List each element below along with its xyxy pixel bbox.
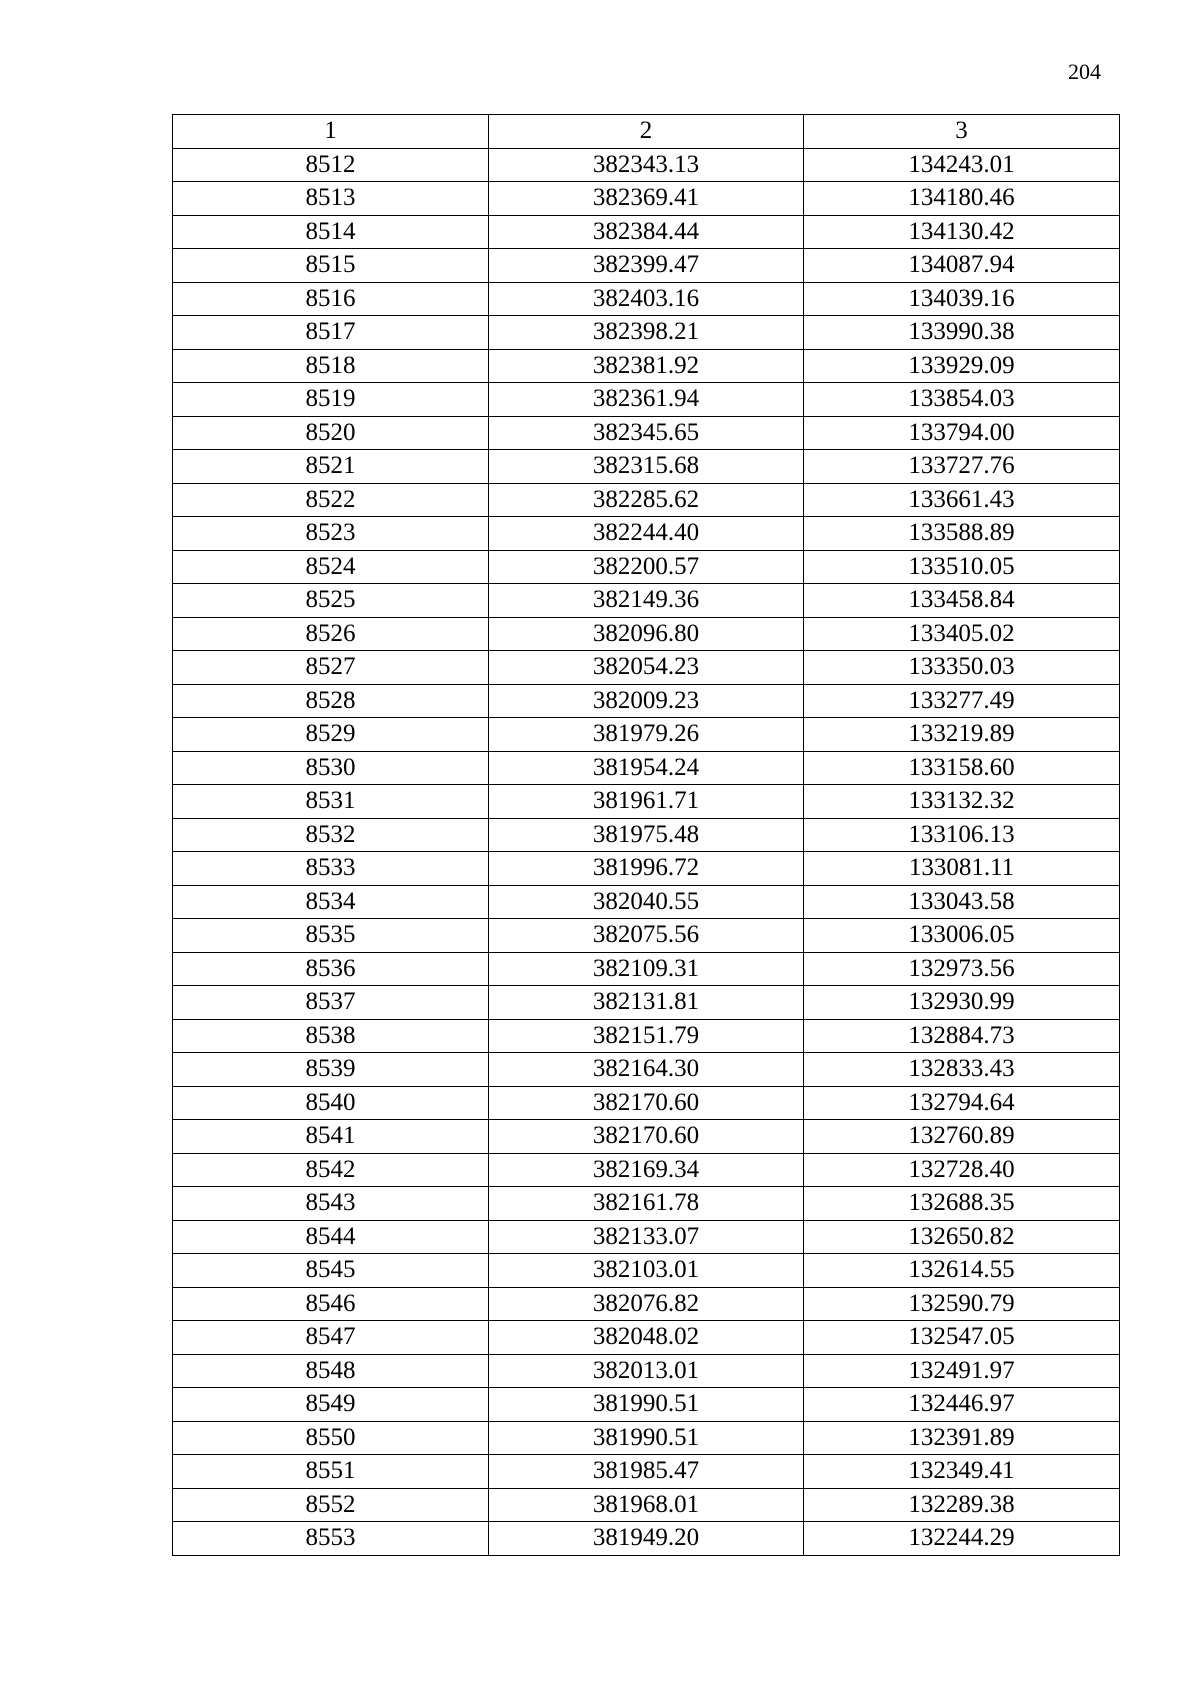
point-number-cell: 8523 xyxy=(173,517,489,551)
x-coordinate-cell: 381979.26 xyxy=(489,718,804,752)
table-row xyxy=(173,885,1120,919)
point-number-cell: 8530 xyxy=(173,751,489,785)
table-row xyxy=(173,1254,1120,1288)
point-number-cell: 8539 xyxy=(173,1053,489,1087)
point-number-cell: 8546 xyxy=(173,1287,489,1321)
y-coordinate-cell: 133043.58 xyxy=(804,885,1120,919)
point-number-cell: 8521 xyxy=(173,450,489,484)
point-number-cell: 8529 xyxy=(173,718,489,752)
y-coordinate-cell: 133458.84 xyxy=(804,584,1120,618)
x-coordinate-cell: 382343.13 xyxy=(489,148,804,182)
x-coordinate-cell: 382048.02 xyxy=(489,1321,804,1355)
table-row xyxy=(173,1120,1120,1154)
x-coordinate-cell: 382109.31 xyxy=(489,952,804,986)
x-coordinate-cell: 382164.30 xyxy=(489,1053,804,1087)
table-row xyxy=(173,1287,1120,1321)
x-coordinate-cell: 382369.41 xyxy=(489,182,804,216)
x-coordinate-cell: 382399.47 xyxy=(489,249,804,283)
y-coordinate-cell: 132491.97 xyxy=(804,1354,1120,1388)
x-coordinate-cell: 382403.16 xyxy=(489,282,804,316)
table-row xyxy=(173,483,1120,517)
y-coordinate-cell: 133661.43 xyxy=(804,483,1120,517)
table-row xyxy=(173,785,1120,819)
point-number-cell: 8516 xyxy=(173,282,489,316)
point-number-cell: 8527 xyxy=(173,651,489,685)
point-number-cell: 8515 xyxy=(173,249,489,283)
table-row xyxy=(173,249,1120,283)
table-row xyxy=(173,1153,1120,1187)
y-coordinate-cell: 132590.79 xyxy=(804,1287,1120,1321)
x-coordinate-cell: 382170.60 xyxy=(489,1120,804,1154)
point-number-cell: 8532 xyxy=(173,818,489,852)
y-coordinate-cell: 133510.05 xyxy=(804,550,1120,584)
table-row xyxy=(173,383,1120,417)
y-coordinate-cell: 132289.38 xyxy=(804,1488,1120,1522)
point-number-cell: 8542 xyxy=(173,1153,489,1187)
point-number-cell: 8541 xyxy=(173,1120,489,1154)
point-number-cell: 8537 xyxy=(173,986,489,1020)
table-row xyxy=(173,1455,1120,1489)
x-coordinate-cell: 381954.24 xyxy=(489,751,804,785)
table-row xyxy=(173,349,1120,383)
x-coordinate-cell: 382170.60 xyxy=(489,1086,804,1120)
table-row xyxy=(173,852,1120,886)
x-coordinate-cell: 382315.68 xyxy=(489,450,804,484)
x-coordinate-cell: 382345.65 xyxy=(489,416,804,450)
point-number-cell: 8531 xyxy=(173,785,489,819)
table-row xyxy=(173,182,1120,216)
y-coordinate-cell: 133405.02 xyxy=(804,617,1120,651)
column-header-1: 1 xyxy=(173,115,489,149)
table-row xyxy=(173,617,1120,651)
y-coordinate-cell: 132244.29 xyxy=(804,1522,1120,1556)
point-number-cell: 8518 xyxy=(173,349,489,383)
point-number-cell: 8543 xyxy=(173,1187,489,1221)
point-number-cell: 8524 xyxy=(173,550,489,584)
x-coordinate-cell: 382013.01 xyxy=(489,1354,804,1388)
y-coordinate-cell: 132391.89 xyxy=(804,1421,1120,1455)
table-row xyxy=(173,282,1120,316)
y-coordinate-cell: 132973.56 xyxy=(804,952,1120,986)
x-coordinate-cell: 382149.36 xyxy=(489,584,804,618)
x-coordinate-cell: 382096.80 xyxy=(489,617,804,651)
x-coordinate-cell: 381990.51 xyxy=(489,1421,804,1455)
y-coordinate-cell: 133081.11 xyxy=(804,852,1120,886)
y-coordinate-cell: 134243.01 xyxy=(804,148,1120,182)
table-row xyxy=(173,952,1120,986)
x-coordinate-cell: 382009.23 xyxy=(489,684,804,718)
table-row xyxy=(173,584,1120,618)
y-coordinate-cell: 132446.97 xyxy=(804,1388,1120,1422)
y-coordinate-cell: 132884.73 xyxy=(804,1019,1120,1053)
x-coordinate-cell: 382161.78 xyxy=(489,1187,804,1221)
x-coordinate-cell: 382200.57 xyxy=(489,550,804,584)
point-number-cell: 8528 xyxy=(173,684,489,718)
y-coordinate-cell: 133727.76 xyxy=(804,450,1120,484)
y-coordinate-cell: 133794.00 xyxy=(804,416,1120,450)
y-coordinate-cell: 132794.64 xyxy=(804,1086,1120,1120)
x-coordinate-cell: 382398.21 xyxy=(489,316,804,350)
table-row xyxy=(173,450,1120,484)
table-row xyxy=(173,550,1120,584)
table-row xyxy=(173,986,1120,1020)
table-header-row xyxy=(173,115,1120,149)
x-coordinate-cell: 382151.79 xyxy=(489,1019,804,1053)
x-coordinate-cell: 382381.92 xyxy=(489,349,804,383)
x-coordinate-cell: 382040.55 xyxy=(489,885,804,919)
table-row xyxy=(173,1019,1120,1053)
point-number-cell: 8538 xyxy=(173,1019,489,1053)
y-coordinate-cell: 133277.49 xyxy=(804,684,1120,718)
point-number-cell: 8550 xyxy=(173,1421,489,1455)
point-number-cell: 8540 xyxy=(173,1086,489,1120)
table-row xyxy=(173,1321,1120,1355)
y-coordinate-cell: 133854.03 xyxy=(804,383,1120,417)
table-row xyxy=(173,215,1120,249)
x-coordinate-cell: 382103.01 xyxy=(489,1254,804,1288)
y-coordinate-cell: 132833.43 xyxy=(804,1053,1120,1087)
x-coordinate-cell: 381949.20 xyxy=(489,1522,804,1556)
y-coordinate-cell: 133350.03 xyxy=(804,651,1120,685)
y-coordinate-cell: 134180.46 xyxy=(804,182,1120,216)
table-row xyxy=(173,148,1120,182)
column-header-2: 2 xyxy=(489,115,804,149)
table-row xyxy=(173,316,1120,350)
y-coordinate-cell: 132547.05 xyxy=(804,1321,1120,1355)
x-coordinate-cell: 382285.62 xyxy=(489,483,804,517)
table-row xyxy=(173,1488,1120,1522)
y-coordinate-cell: 133106.13 xyxy=(804,818,1120,852)
y-coordinate-cell: 133006.05 xyxy=(804,919,1120,953)
x-coordinate-cell: 382384.44 xyxy=(489,215,804,249)
table-row xyxy=(173,919,1120,953)
y-coordinate-cell: 132614.55 xyxy=(804,1254,1120,1288)
x-coordinate-cell: 381990.51 xyxy=(489,1388,804,1422)
point-number-cell: 8533 xyxy=(173,852,489,886)
y-coordinate-cell: 133588.89 xyxy=(804,517,1120,551)
point-number-cell: 8517 xyxy=(173,316,489,350)
x-coordinate-cell: 381961.71 xyxy=(489,785,804,819)
point-number-cell: 8522 xyxy=(173,483,489,517)
y-coordinate-cell: 133929.09 xyxy=(804,349,1120,383)
x-coordinate-cell: 381968.01 xyxy=(489,1488,804,1522)
x-coordinate-cell: 381985.47 xyxy=(489,1455,804,1489)
y-coordinate-cell: 134130.42 xyxy=(804,215,1120,249)
table-row xyxy=(173,818,1120,852)
point-number-cell: 8513 xyxy=(173,182,489,216)
table-row xyxy=(173,751,1120,785)
table-row xyxy=(173,718,1120,752)
x-coordinate-cell: 382133.07 xyxy=(489,1220,804,1254)
x-coordinate-cell: 382054.23 xyxy=(489,651,804,685)
y-coordinate-cell: 132688.35 xyxy=(804,1187,1120,1221)
point-number-cell: 8534 xyxy=(173,885,489,919)
table-row xyxy=(173,1522,1120,1556)
y-coordinate-cell: 132349.41 xyxy=(804,1455,1120,1489)
point-number-cell: 8548 xyxy=(173,1354,489,1388)
point-number-cell: 8547 xyxy=(173,1321,489,1355)
point-number-cell: 8525 xyxy=(173,584,489,618)
x-coordinate-cell: 382244.40 xyxy=(489,517,804,551)
page-number: 204 xyxy=(1068,59,1101,84)
point-number-cell: 8552 xyxy=(173,1488,489,1522)
x-coordinate-cell: 382169.34 xyxy=(489,1153,804,1187)
y-coordinate-cell: 133132.32 xyxy=(804,785,1120,819)
table-row xyxy=(173,517,1120,551)
point-number-cell: 8549 xyxy=(173,1388,489,1422)
point-number-cell: 8544 xyxy=(173,1220,489,1254)
coordinates-table xyxy=(172,114,1120,1556)
point-number-cell: 8512 xyxy=(173,148,489,182)
y-coordinate-cell: 132760.89 xyxy=(804,1120,1120,1154)
y-coordinate-cell: 132728.40 xyxy=(804,1153,1120,1187)
x-coordinate-cell: 382361.94 xyxy=(489,383,804,417)
column-header-3: 3 xyxy=(804,115,1120,149)
table-row xyxy=(173,1421,1120,1455)
table-row xyxy=(173,1388,1120,1422)
y-coordinate-cell: 133158.60 xyxy=(804,751,1120,785)
y-coordinate-cell: 133990.38 xyxy=(804,316,1120,350)
point-number-cell: 8520 xyxy=(173,416,489,450)
x-coordinate-cell: 382076.82 xyxy=(489,1287,804,1321)
table-body xyxy=(173,148,1120,1555)
y-coordinate-cell: 134039.16 xyxy=(804,282,1120,316)
point-number-cell: 8536 xyxy=(173,952,489,986)
point-number-cell: 8514 xyxy=(173,215,489,249)
point-number-cell: 8519 xyxy=(173,383,489,417)
point-number-cell: 8526 xyxy=(173,617,489,651)
y-coordinate-cell: 133219.89 xyxy=(804,718,1120,752)
table-row xyxy=(173,1086,1120,1120)
point-number-cell: 8551 xyxy=(173,1455,489,1489)
table-row xyxy=(173,1220,1120,1254)
table-row xyxy=(173,1354,1120,1388)
y-coordinate-cell: 132650.82 xyxy=(804,1220,1120,1254)
x-coordinate-cell: 382075.56 xyxy=(489,919,804,953)
table-row xyxy=(173,684,1120,718)
x-coordinate-cell: 382131.81 xyxy=(489,986,804,1020)
point-number-cell: 8545 xyxy=(173,1254,489,1288)
table-row xyxy=(173,1187,1120,1221)
point-number-cell: 8553 xyxy=(173,1522,489,1556)
point-number-cell: 8535 xyxy=(173,919,489,953)
y-coordinate-cell: 134087.94 xyxy=(804,249,1120,283)
table-row xyxy=(173,416,1120,450)
x-coordinate-cell: 381975.48 xyxy=(489,818,804,852)
table-row xyxy=(173,1053,1120,1087)
table-row xyxy=(173,651,1120,685)
y-coordinate-cell: 132930.99 xyxy=(804,986,1120,1020)
x-coordinate-cell: 381996.72 xyxy=(489,852,804,886)
